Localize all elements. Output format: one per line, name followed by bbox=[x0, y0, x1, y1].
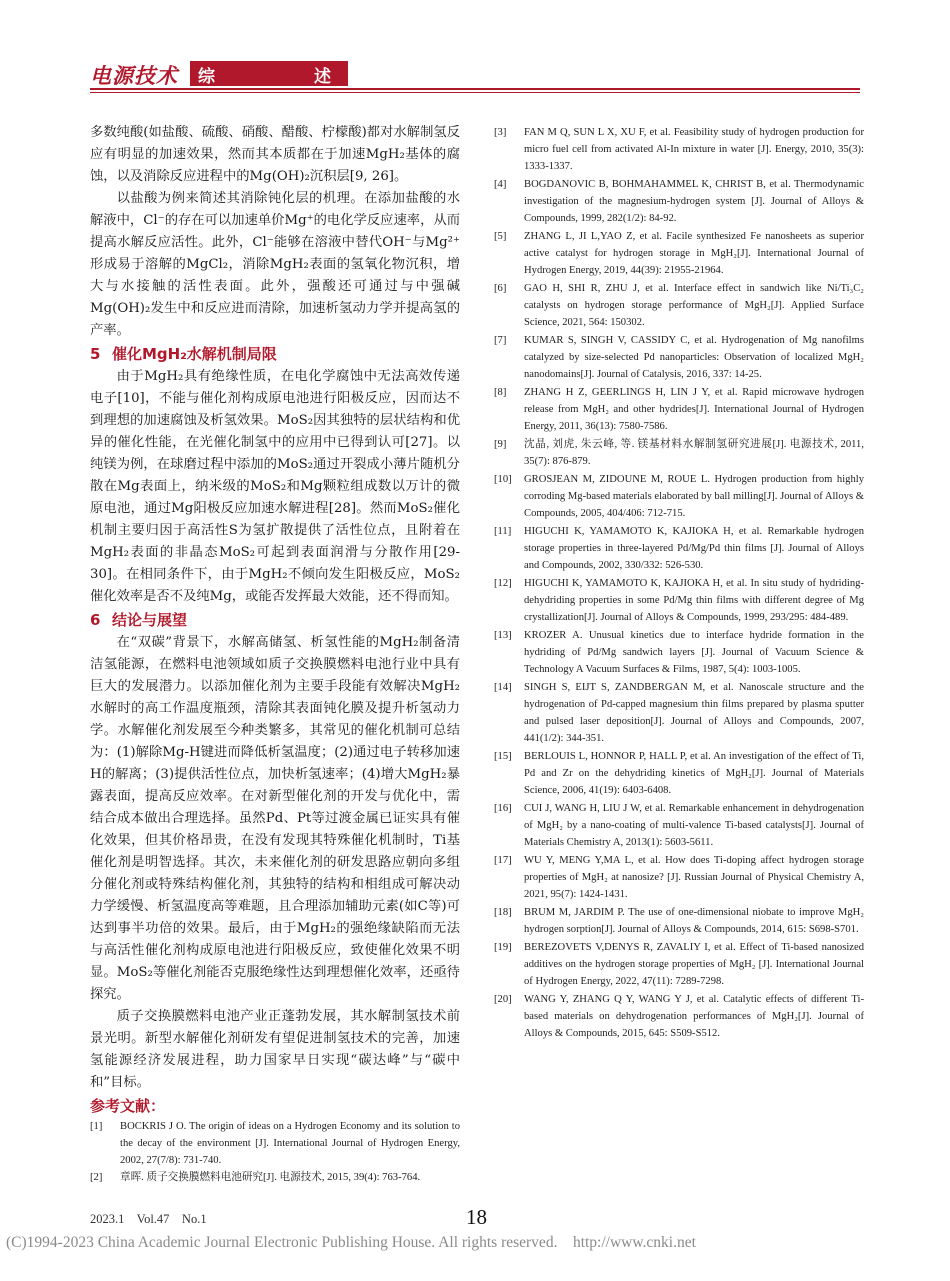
reference-item bbox=[90, 1169, 460, 1186]
reference-item bbox=[494, 436, 864, 470]
reference-number: [6] bbox=[494, 283, 507, 294]
section-heading-5 bbox=[90, 342, 460, 366]
reference-number: [12] bbox=[494, 578, 512, 589]
reference-number: [16] bbox=[494, 803, 512, 814]
issue-info: 2023.1 Vol.47 No.1 bbox=[90, 1212, 207, 1226]
section-number: 5 bbox=[90, 345, 101, 363]
header-rule-thin bbox=[90, 92, 860, 93]
reference-item bbox=[494, 280, 864, 331]
reference-text: KUMAR S, SINGH V, CASSIDY C, et al. Hydrogenation of Mg nanofilms catalyzed by size-selected Pd nanoparticles: Observation of localized MgH₂ nanodomains[J]. Journal of Catalysis, 2016, 337: 14-25. bbox=[524, 335, 864, 380]
reference-number: [17] bbox=[494, 855, 512, 866]
paragraph: 多数纯酸(如盐酸、硫酸、硝酸、醋酸、柠檬酸)都对水解制氢反应有明显的加速效果，然而其本质都在于加速MgH₂基体的腐蚀，以及消除反应进程中的Mg(OH)₂沉积层[9, 26]。 bbox=[90, 125, 460, 184]
reference-item bbox=[494, 124, 864, 175]
paragraph: 由于MgH₂具有绝缘性质，在电化学腐蚀中无法高效传递电子[10]，不能与催化剂构成原电池进行阳极反应，因而达不到理想的加速腐蚀及析氢效果。MoS₂因其独特的层状结构和优异的催化性能，在光催化制氢中的应用中已得到认可[27]。以纯镁为例，在球磨过程中添加的MoS₂通过开裂成小薄片随机分散在Mg表面上，纳米级的MoS₂和Mg颗粒组成数以万计的微原电池，通过Mg阳极反应加速水解进程[28]。然而MoS₂催化机制主要归因于高活性S为氢扩散提供了活性位点，且附着在MgH₂表面的非晶态MoS₂可起到表面润滑与分散作用[29-30]。在相同条件下，由于MgH₂不倾向发生阳极反应，MoS₂催化效率是否不及纯Mg，或能否发挥最大效能，还不得而知。 bbox=[90, 369, 460, 604]
reference-text: BERLOUIS L, HONNOR P, HALL P, et al. An investigation of the effect of Ti, Pd and Zr on the dehydriding kinetics of MgH₂[J]. Journal of Materials Science, 2006, 41(19): 6403-6408. bbox=[524, 751, 864, 796]
reference-number: [9] bbox=[494, 439, 507, 450]
reference-item bbox=[494, 384, 864, 435]
reference-number: [8] bbox=[494, 387, 507, 398]
reference-number: [18] bbox=[494, 907, 512, 918]
section-title: 催化MgH₂水解机制局限 bbox=[112, 345, 277, 363]
reference-item bbox=[494, 332, 864, 383]
reference-text: CUI J, WANG H, LIU J W, et al. Remarkable enhancement in dehydrogenation of MgH₂ by a nano-coating of multi-valence Ti-based catalysts[J]. Journal of Materials Chemistry A, 2013(1): 5603-5611. bbox=[524, 803, 864, 848]
reference-item bbox=[494, 904, 864, 938]
section-number: 6 bbox=[90, 611, 101, 629]
reference-item bbox=[494, 679, 864, 747]
reference-number: [3] bbox=[494, 127, 507, 138]
reference-text: BRUM M, JARDIM P. The use of one-dimensional niobate to improve MgH₂ hydrogen sorption[J]. Journal of Alloys & Compounds, 2014, 615: S698-S701. bbox=[524, 907, 864, 935]
paragraph: 质子交换膜燃料电池产业正蓬勃发展，其水解制氢技术前景光明。新型水解催化剂研发有望促进制氢技术的完善，加速氢能源经济发展进程，助力国家早日实现“碳达峰”与“碳中和”目标。 bbox=[90, 1009, 460, 1090]
reference-number: [14] bbox=[494, 682, 512, 693]
reference-list bbox=[90, 1118, 460, 1186]
reference-item bbox=[494, 627, 864, 678]
reference-item bbox=[494, 471, 864, 522]
reference-number: [15] bbox=[494, 751, 512, 762]
section-heading-6 bbox=[90, 608, 460, 632]
reference-text: ZHANG L, JI L,YAO Z, et al. Facile synthesized Fe nanosheets as superior active catalyst for hydrogen storage in MgH₂[J]. International Journal of Hydrogen Energy, 2019, 44(39): 21955-21964. bbox=[524, 231, 864, 276]
reference-item bbox=[90, 1118, 460, 1169]
references-heading: 参考文献： bbox=[90, 1097, 166, 1115]
reference-item bbox=[494, 991, 864, 1042]
reference-item bbox=[494, 939, 864, 990]
section-label-char-1: 综 bbox=[198, 67, 215, 87]
reference-number: [2] bbox=[90, 1172, 103, 1183]
reference-text: 沈晶, 刘虎, 朱云峰, 等. 镁基材料水解制氢研究进展[J]. 电源技术, 2011, 35(7): 876-879. bbox=[524, 439, 864, 467]
reference-text: WU Y, MENG Y,MA L, et al. How does Ti-doping affect hydrogen storage properties of MgH₂ at nanosize? [J]. Russian Journal of Physical Chemistry A, 2021, 95(7): 1424-1431. bbox=[524, 855, 864, 900]
section-label-char-2: 述 bbox=[314, 67, 331, 87]
reference-text: GAO H, SHI R, ZHU J, et al. Interface effect in sandwich like Ni/Ti₃C₂ catalysts on hydrogen storage performance of MgH₂[J]. Applied Surface Science, 2021, 564: 150302. bbox=[524, 283, 864, 328]
reference-item bbox=[494, 523, 864, 574]
reference-item bbox=[494, 575, 864, 626]
page-number: 18 bbox=[466, 1205, 487, 1229]
reference-number: [7] bbox=[494, 335, 507, 346]
reference-item bbox=[494, 228, 864, 279]
reference-text: SINGH S, EIJT S, ZANDBERGAN M, et al. Nanoscale structure and the hydrogenation of Pd-capped magnesium thin films prepared by plasma sputter and pulsed laser deposition[J]. Journal of Alloys and Compounds, 2007, 441(1/2): 344-351. bbox=[524, 682, 864, 744]
paragraph: 在“双碳”背景下，水解高储氢、析氢性能的MgH₂制备清洁氢能源，在燃料电池领域如质子交换膜燃料电池行业中具有巨大的发展潜力。以添加催化剂为主要手段能有效解决MgH₂水解时的高工作温度瓶颈，清除其表面钝化膜及提升析氢动力学。水解催化剂发展至今种类繁多，其常见的催化机制可总结为：(1)解除Mg-H键进而降低析氢温度；(2)通过电子转移加速H的解离；(3)提供活性位点，加快析氢速率；(4)增大MgH₂暴露表面，提高反应效率。在对新型催化剂的开发与优化中，需结合成本做出合理选择。虽然Pd、Pt等过渡金属已证实具有催化效果，但其价格昂贵，在没有发现其特殊催化机制时，Ti基催化剂是明智选择。其次，未来催化剂的研发思路应朝向多组分催化剂或特殊结构催化剂，其独特的结构和相组成可解决动力学缓慢、析氢温度高等难题，且合理添加辅助元素(如C等)可达到事半功倍的效果。最后，由于MgH₂的强绝缘缺陷而无法与高活性催化剂构成原电池进行阳极反应，致使催化效果不明显。MoS₂等催化剂能否克服绝缘性达到理想催化效率，还亟待探究。 bbox=[90, 635, 460, 1002]
reference-item bbox=[494, 176, 864, 227]
reference-item bbox=[494, 800, 864, 851]
reference-number: [5] bbox=[494, 231, 507, 242]
reference-text: BOGDANOVIC B, BOHMAHAMMEL K, CHRIST B, et al. Thermodynamic investigation of the magnesium-hydrogen system [J]. Journal of Alloys & Compounds, 1999, 282(1/2): 84-92. bbox=[524, 179, 864, 224]
reference-number: [1] bbox=[90, 1121, 103, 1132]
reference-number: [20] bbox=[494, 994, 512, 1005]
reference-item bbox=[494, 852, 864, 903]
reference-text: HIGUCHI K, YAMAMOTO K, KAJIOKA H, et al. In situ study of hydriding-dehydriding properties in some Pd/Mg thin films with different degree of Mg crystallization[J]. Journal of Alloys & Compounds, 1999, 293/295: 484-489. bbox=[524, 578, 864, 623]
reference-text: 章晖. 质子交换膜燃料电池研究[J]. 电源技术, 2015, 39(4): 763-764. bbox=[120, 1172, 421, 1183]
header-rule bbox=[90, 88, 860, 90]
journal-header bbox=[90, 60, 860, 90]
reference-text: KROZER A. Unusual kinetics due to interface hydride formation in the hydriding of Pd/Mg sandwich layers [J]. Journal of Vacuum Science & Technology A Vacuum Surfaces & Films, 1987, 5(4): 1003-1005. bbox=[524, 630, 864, 675]
reference-number: [10] bbox=[494, 474, 512, 485]
reference-text: ZHANG H Z, GEERLINGS H, LIN J Y, et al. Rapid microwave hydrogen release from MgH₂ and other hydrides[J]. International Journal of Hydrogen Energy, 2011, 36(13): 7580-7586. bbox=[524, 387, 864, 432]
reference-text: BEREZOVETS V,DENYS R, ZAVALIY I, et al. Effect of Ti-based nanosized additives on the hydrogen storage properties of MgH₂ [J]. International Journal of Hydrogen Energy, 2022, 47(11): 7289-7298. bbox=[524, 942, 864, 987]
reference-item bbox=[494, 748, 864, 799]
reference-number: [19] bbox=[494, 942, 512, 953]
reference-text: WANG Y, ZHANG Q Y, WANG Y J, et al. Catalytic effects of different Ti-based materials on dehydrogenation performances of MgH₂[J]. Journal of Alloys & Compounds, 2015, 645: S509-S512. bbox=[524, 994, 864, 1039]
journal-logo: 电源技术 bbox=[90, 64, 178, 88]
reference-number: [11] bbox=[494, 526, 512, 537]
paragraph: 以盐酸为例来简述其消除钝化层的机理。在添加盐酸的水解液中，Cl⁻的存在可以加速单价Mg⁺的电化学反应速率，从而提高水解反应活性。此外，Cl⁻能够在溶液中替代OH⁻与Mg²⁺形成易于溶解的MgCl₂，消除MgH₂表面的氢氧化物沉积，增大与水接触的活性表面。此外，强酸还可通过与中强碱Mg(OH)₂发生中和反应进而清除，加速析氢动力学并提高氢的产率。 bbox=[90, 191, 460, 338]
left-column bbox=[90, 122, 460, 1186]
reference-text: BOCKRIS J O. The origin of ideas on a Hydrogen Economy and its solution to the decay of the environment [J]. International Journal of Hydrogen Energy, 2002, 27(7/8): 731-740. bbox=[120, 1121, 460, 1166]
reference-text: HIGUCHI K, YAMAMOTO K, KAJIOKA H, et al. Remarkable hydrogen storage properties in three-layered Pd/Mg/Pd thin films [J]. Journal of Alloys and Compounds, 2002, 330/332: 526-530. bbox=[524, 526, 864, 571]
reference-text: FAN M Q, SUN L X, XU F, et al. Feasibility study of hydrogen production for micro fuel cell from activated Al-In mixture in water [J]. Energy, 2010, 35(3): 1333-1337. bbox=[524, 127, 864, 172]
reference-text: GROSJEAN M, ZIDOUNE M, ROUE L. Hydrogen production from highly corroding Mg-based materials elaborated by ball milling[J]. Journal of Alloys & Compounds, 2005, 404/406: 712-715. bbox=[524, 474, 864, 519]
section-title: 结论与展望 bbox=[112, 611, 188, 629]
right-reference-column bbox=[494, 124, 864, 1043]
reference-number: [13] bbox=[494, 630, 512, 641]
section-label bbox=[190, 61, 348, 86]
copyright-watermark: (C)1994-2023 China Academic Journal Electronic Publishing House. All rights reserved. http://www.cnki.net bbox=[6, 1234, 696, 1251]
reference-number: [4] bbox=[494, 179, 507, 190]
